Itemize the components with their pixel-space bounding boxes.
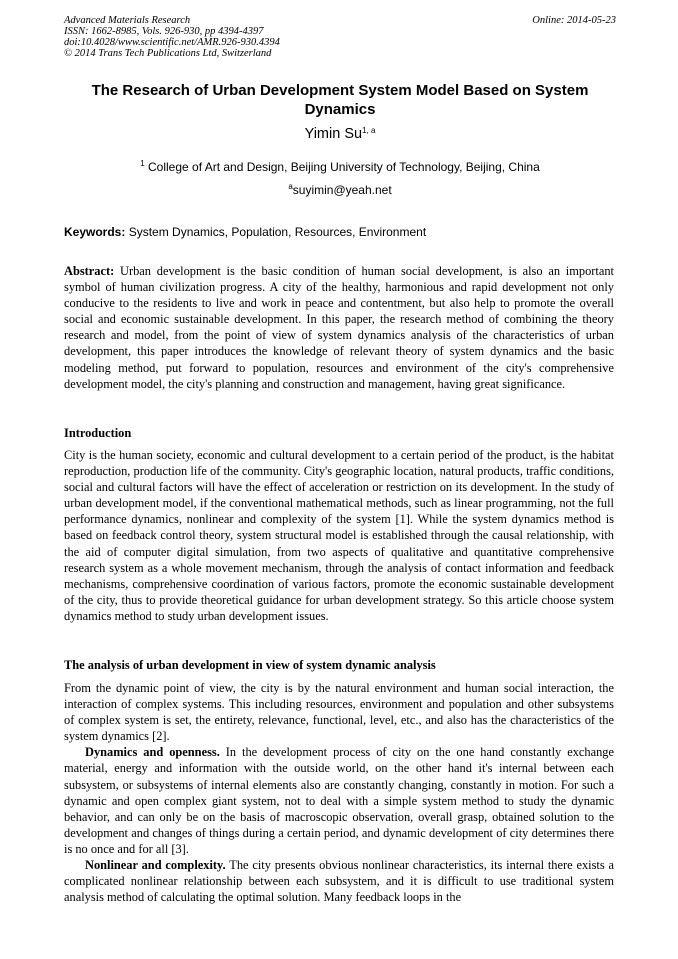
introduction-text: City is the human society, economic and cultural development to a certain period of the product, is the habitat reproduction, production life of the community. City's geographic location, natural products, traffic conditions, social and cultural factors will have the effect of acceleration or restriction on its development. In the study of urban development model, if the conventional mathematical methods, such as linear programming, not the full performance dynamics, nonlinear and complexity of the system [1]. While the system dynamics method is based on feedback control theory, system structural model is established through the causal relationship, with the aid of computer digital simulation, from two aspects of qualitative and quantitative comprehensive research system as a whole movement mechanism, through the analysis of contact information and feedback mechanisms, comprehensive coordination of various factors, promote the economic sustainable development of the city, thus to provide theoretical guidance for urban development strategy. So this article choose system dynamics method to study urban development issues. [64,448,614,623]
author-email [64,183,616,197]
journal-header [64,15,616,59]
author-name: Yimin Su [304,126,363,142]
introduction-heading: Introduction [64,426,132,440]
nonlinear-complexity-label: Nonlinear and complexity. [85,858,226,873]
affiliation [64,160,616,174]
introduction-body [64,447,614,624]
analysis-paragraph-1: From the dynamic point of view, the city is by the natural environment and human social interaction, the interaction of complex systems. This including resources, environment and population and other subsystems of complex system is set, the entirety, relevance, functional, level, etc., and also has the characteristics of the system dynamics [2]. [64,681,614,744]
affiliation-text: College of Art and Design, Beijing University of Technology, Beijing, China [148,160,540,174]
issn-line: ISSN: 1662-8985, Vols. 926-930, pp 4394-4397 [64,26,264,37]
doi-line: doi:10.4028/www.scientific.net/AMR.926-930.4394 [64,37,280,48]
abstract [64,263,614,392]
email-superscript: a [288,182,293,191]
dynamics-openness-text: In the development process of city on the one hand constantly exchange material, energy and information with the outside world, on the other hand it's internal between each subsystem, or subsystems of internal elements also are constantly changing, constantly in motion. For such a dynamic and open complex giant system, not to deal with a simple system method to study the dynamic behavior, and can only be on the basis of macroscopic observation, overall grasp, obtained solution to the development and changes of things during a certain period, and dynamic development of city determines there is no once and for all [3]. [64,745,614,856]
paper-title: The Research of Urban Development System Model Based on System Dynamics [91,82,589,118]
abstract-label: Abstract: [64,264,115,278]
keywords-label: Keywords: [64,225,126,239]
author-superscript: 1, a [362,126,376,135]
online-date: Online: 2014-05-23 [532,15,616,26]
analysis-body [64,680,614,905]
analysis-paragraph-2 [64,744,614,857]
keywords [64,225,616,239]
email-text: suyimin@yeah.net [292,183,392,197]
affiliation-superscript: 1 [140,159,145,168]
keywords-text: System Dynamics, Population, Resources, Environment [128,225,427,239]
analysis-paragraph-3 [64,857,614,905]
nonlinear-complexity-text: The city presents obvious nonlinear characteristics, its internal there exists a complicated nonlinear relationship between each subsystem, and it is difficult to use traditional system analysis method of calculating the optimal solution. Many feedback loops in the [64,858,614,905]
copyright-line: © 2014 Trans Tech Publications Ltd, Switzerland [64,48,272,59]
analysis-heading: The analysis of urban development in view of system dynamic analysis [64,658,436,672]
abstract-text: Urban development is the basic condition of human social development, is also an important symbol of human civilization progress. A city of the healthy, harmonious and rapid development not only conducive to the residents to live and work in peace and contentment, but also help to promote the overall social and economic sustainable development. In this paper, the research method of combining the theory research and model, from the point of view of system dynamics analysis of the characteristics of urban development, this paper introduces the knowledge of relevant theory of system dynamics and the basic modeling method, put forward to population, resources and environment of the city's comprehensive development model, the city's planning and construction and management, having great significance. [64,264,614,391]
dynamics-openness-label: Dynamics and openness. [85,745,220,760]
journal-name: Advanced Materials Research [64,15,191,26]
author-line [64,126,616,142]
